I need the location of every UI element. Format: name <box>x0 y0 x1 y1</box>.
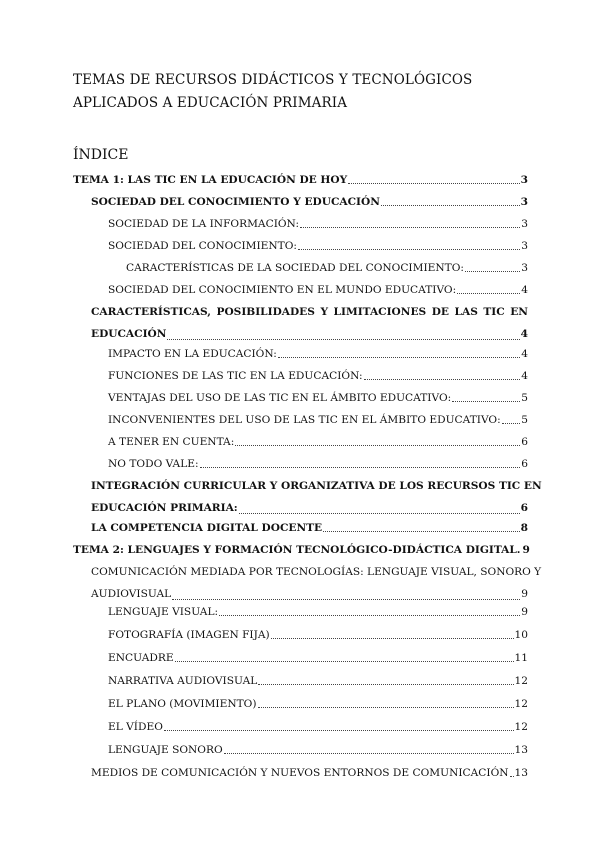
toc-entry-page: 13 <box>514 744 528 756</box>
toc-entry-page: 9 <box>521 588 528 600</box>
toc-leader <box>175 661 514 662</box>
toc-entry-title: A TENER EN CUENTA: <box>108 436 235 448</box>
index-heading: ÍNDICE <box>73 147 129 163</box>
toc-entry-page: 12 <box>514 698 528 710</box>
document-title-line-2: APLICADOS A EDUCACIÓN PRIMARIA <box>73 95 348 111</box>
toc-entry[interactable] <box>108 369 528 383</box>
toc-leader <box>258 684 513 685</box>
toc-leader <box>452 401 520 402</box>
toc-entry-page: 4 <box>521 284 528 296</box>
toc-leader <box>510 776 514 777</box>
toc-entry[interactable] <box>108 239 528 253</box>
toc-leader <box>278 357 520 358</box>
toc-entry-title-line-1: CARACTERÍSTICAS, POSIBILIDADES Y LIMITACIONES DE LAS TIC EN <box>91 306 528 318</box>
toc-entry-title: FOTOGRAFÍA (IMAGEN FIJA) <box>108 629 270 641</box>
toc-leader <box>298 249 520 250</box>
toc-entry-page: 12 <box>514 721 528 733</box>
toc-entry-title: SOCIEDAD DEL CONOCIMIENTO Y EDUCACIÓN <box>91 196 380 208</box>
toc-entry-title: EL VÍDEO <box>108 721 163 733</box>
toc-entry-page: 12 <box>514 675 528 687</box>
toc-entry[interactable] <box>108 391 528 405</box>
toc-entry-page: 8 <box>520 522 528 534</box>
toc-entry-page: 9 <box>522 544 530 556</box>
toc-entry-title: NO TODO VALE: <box>108 458 199 470</box>
toc-leader <box>224 753 514 754</box>
toc-entry[interactable] <box>108 720 528 734</box>
toc-entry[interactable] <box>108 743 528 757</box>
toc-entry[interactable] <box>108 413 528 427</box>
toc-leader <box>200 467 521 468</box>
toc-leader <box>381 205 520 206</box>
toc-entry[interactable] <box>108 217 528 231</box>
toc-entry-title: LENGUAJE VISUAL: <box>108 606 219 618</box>
toc-leader <box>300 227 520 228</box>
toc-entry[interactable] <box>108 347 528 361</box>
toc-entry-page: 4 <box>521 348 528 360</box>
toc-leader <box>235 445 520 446</box>
toc-entry[interactable] <box>73 543 528 557</box>
toc-entry-title: LA COMPETENCIA DIGITAL DOCENTE <box>91 522 323 534</box>
toc-leader <box>164 730 514 731</box>
toc-entry-title: TEMA 1: LAS TIC EN LA EDUCACIÓN DE HOY <box>73 174 348 186</box>
toc-entry[interactable] <box>108 628 528 642</box>
toc-leader <box>465 271 520 272</box>
toc-entry-title: SOCIEDAD DEL CONOCIMIENTO: <box>108 240 297 252</box>
toc-entry-title: ENCUADRE <box>108 652 174 664</box>
toc-entry[interactable] <box>108 605 528 619</box>
toc-entry-title: INCONVENIENTES DEL USO DE LAS TIC EN EL ÁMBITO EDUCATIVO: <box>108 414 501 426</box>
toc-entry-page: 3 <box>521 240 528 252</box>
toc-entry-title-line-2: EDUCACIÓN <box>91 328 167 340</box>
toc-entry-page: 3 <box>521 262 528 274</box>
toc-entry[interactable] <box>108 697 528 711</box>
toc-entry-title: IMPACTO EN LA EDUCACIÓN: <box>108 348 277 360</box>
toc-leader <box>258 707 514 708</box>
toc-leader <box>271 638 514 639</box>
toc-entry[interactable] <box>108 435 528 449</box>
toc-leader <box>172 599 520 600</box>
toc-entry-title-line-1: COMUNICACIÓN MEDIADA POR TECNOLOGÍAS: LENGUAJE VISUAL, SONORO Y <box>91 566 542 578</box>
toc-entry-page: 6 <box>521 436 528 448</box>
toc-entry-title: TEMA 2: LENGUAJES Y FORMACIÓN TECNOLÓGICO-DIDÁCTICA DIGITAL. <box>73 544 521 556</box>
toc-leader <box>167 339 519 340</box>
toc-entry-title: FUNCIONES DE LAS TIC EN LA EDUCACIÓN: <box>108 370 363 382</box>
toc-leader <box>348 183 519 184</box>
toc-entry[interactable] <box>108 651 528 665</box>
toc-entry[interactable] <box>126 261 528 275</box>
toc-entry[interactable] <box>91 475 542 519</box>
toc-entry[interactable] <box>91 766 528 780</box>
toc-entry-title: CARACTERÍSTICAS DE LA SOCIEDAD DEL CONOCIMIENTO: <box>126 262 464 274</box>
toc-entry[interactable] <box>73 173 528 187</box>
toc-entry-title-line-2: AUDIOVISUAL <box>91 588 172 600</box>
toc-leader <box>457 293 520 294</box>
toc-leader <box>239 513 520 514</box>
toc-entry-page: 9 <box>521 606 528 618</box>
toc-entry[interactable] <box>91 301 528 345</box>
toc-entry-title: LENGUAJE SONORO <box>108 744 223 756</box>
toc-entry-title-line-1: INTEGRACIÓN CURRICULAR Y ORGANIZATIVA DE LOS RECURSOS TIC EN <box>91 480 542 492</box>
toc-entry-title-line-2: EDUCACIÓN PRIMARIA: <box>91 502 238 514</box>
toc-entry-title: VENTAJAS DEL USO DE LAS TIC EN EL ÁMBITO EDUCATIVO: <box>108 392 452 404</box>
toc-entry-title: NARRATIVA AUDIOVISUAL <box>108 675 258 687</box>
toc-entry[interactable] <box>108 674 528 688</box>
toc-entry-page: 3 <box>521 218 528 230</box>
toc-entry-page: 5 <box>521 392 528 404</box>
toc-leader <box>219 615 520 616</box>
toc-entry-title: MEDIOS DE COMUNICACIÓN Y NUEVOS ENTORNOS DE COMUNICACIÓN <box>91 767 509 779</box>
toc-entry-title: EL PLANO (MOVIMIENTO) <box>108 698 257 710</box>
toc-entry-title: SOCIEDAD DE LA INFORMACIÓN: <box>108 218 300 230</box>
toc-entry-title: SOCIEDAD DEL CONOCIMIENTO EN EL MUNDO EDUCATIVO: <box>108 284 457 296</box>
toc-entry-page: 4 <box>521 370 528 382</box>
toc-entry-page: 11 <box>514 652 528 664</box>
toc-leader <box>502 423 521 424</box>
toc-leader <box>323 531 520 532</box>
toc-entry-page: 5 <box>521 414 528 426</box>
toc-entry-page: 13 <box>514 767 528 779</box>
toc-entry[interactable] <box>108 283 528 297</box>
toc-entry[interactable] <box>91 521 528 535</box>
toc-entry[interactable] <box>91 561 542 605</box>
toc-entry[interactable] <box>91 195 528 209</box>
toc-leader <box>364 379 521 380</box>
toc-entry-page: 3 <box>520 174 528 186</box>
toc-entry[interactable] <box>108 457 528 471</box>
toc-entry-page: 10 <box>514 629 528 641</box>
toc-entry-page: 4 <box>520 328 528 340</box>
toc-entry-page: 3 <box>520 196 528 208</box>
toc-entry-page: 6 <box>521 458 528 470</box>
toc-entry-page: 6 <box>520 502 528 514</box>
document-title-line-1: TEMAS DE RECURSOS DIDÁCTICOS Y TECNOLÓGICOS <box>73 72 473 88</box>
